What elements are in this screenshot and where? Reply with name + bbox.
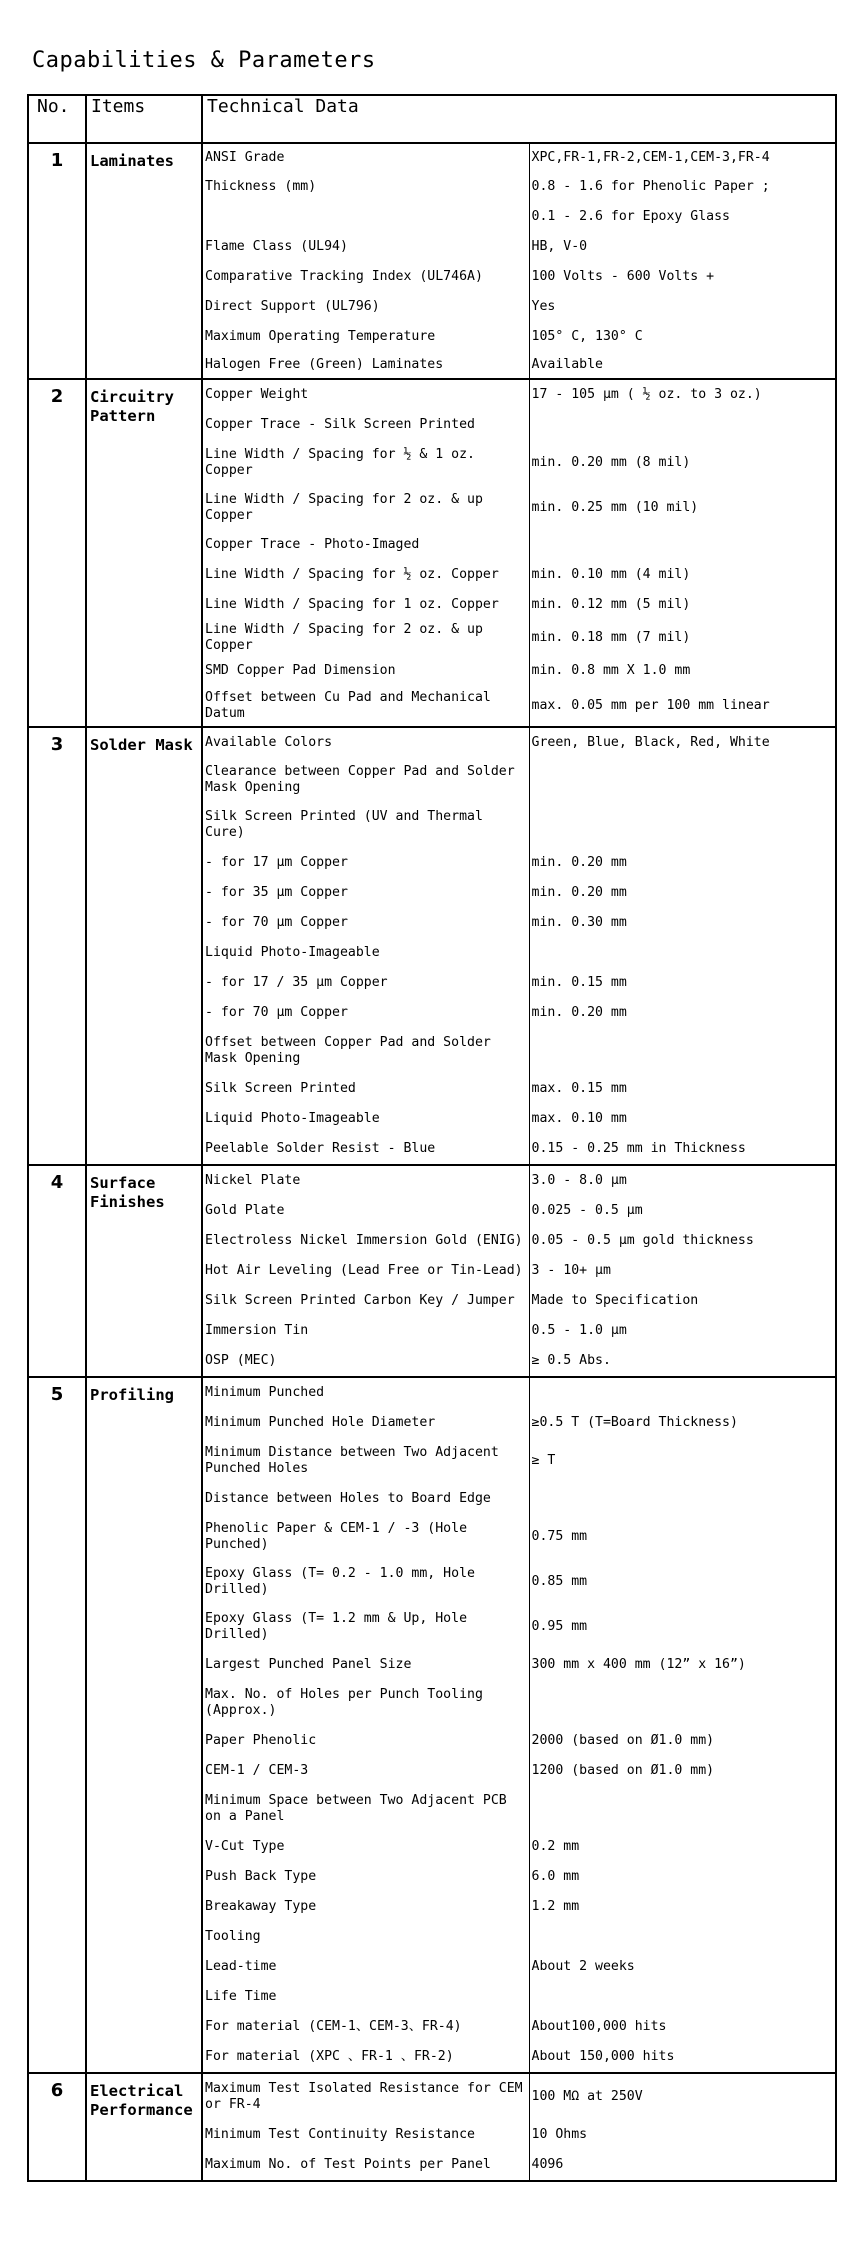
parameter-value: 3 - 10+ μm (531, 1262, 611, 1278)
parameter-row (203, 1560, 835, 1604)
parameter-value: 0.95 mm (531, 1618, 588, 1634)
parameter-row (203, 1226, 835, 1256)
parameter-row (203, 1726, 835, 1756)
header-items: Items (86, 95, 202, 143)
parameter-name: Line Width / Spacing for 2 oz. & up Copper (203, 620, 529, 656)
parameter-name: Copper Weight (203, 380, 529, 410)
section-row (28, 2073, 836, 2181)
parameter-row (203, 322, 835, 352)
parameter-name: Electroless Nickel Immersion Gold (ENIG) (203, 1226, 529, 1256)
parameter-value: 0.025 - 0.5 μm (531, 1202, 643, 1218)
parameter-name: Comparative Tracking Index (UL746A) (203, 262, 529, 292)
parameter-value: 0.2 mm (531, 1838, 580, 1854)
parameter-row (203, 486, 835, 530)
parameter-value (529, 1028, 835, 1074)
parameter-value: 2000 (based on Ø1.0 mm) (531, 1732, 715, 1748)
parameter-value: max. 0.15 mm (531, 1080, 627, 1096)
parameter-name: Tooling (203, 1922, 529, 1952)
parameter-value: XPC,FR-1,FR-2,CEM-1,CEM-3,FR-4 (531, 149, 770, 165)
parameter-value: 10 Ohms (531, 2126, 588, 2142)
parameter-row (203, 656, 835, 686)
parameter-row (203, 2012, 835, 2042)
technical-data-list (203, 380, 835, 726)
parameter-value: HB, V-0 (531, 238, 588, 254)
section-row (28, 143, 836, 379)
parameter-name: Life Time (203, 1982, 529, 2012)
section-item-name: Electrical Performance (86, 2073, 202, 2181)
technical-data-list (203, 144, 835, 378)
parameter-name: Maximum Test Isolated Resistance for CEM or FR-4 (203, 2074, 529, 2120)
parameter-name: Liquid Photo-Imageable (203, 938, 529, 968)
parameter-name: Line Width / Spacing for 2 oz. & up Copper (203, 486, 529, 530)
technical-data-cell (202, 1165, 836, 1377)
parameter-value (529, 1378, 835, 1408)
technical-data-list (203, 2074, 835, 2180)
parameter-value: min. 0.15 mm (531, 974, 627, 990)
parameter-row (203, 560, 835, 590)
parameter-name: Hot Air Leveling (Lead Free or Tin-Lead) (203, 1256, 529, 1286)
parameter-row (203, 144, 835, 172)
section-number: 3 (28, 727, 86, 1165)
parameter-row (203, 1892, 835, 1922)
section-item-name: Profiling (86, 1377, 202, 2073)
parameter-name: Halogen Free (Green) Laminates (203, 352, 529, 378)
parameter-value: 0.8 - 1.6 for Phenolic Paper ; (531, 178, 770, 194)
parameter-name: Minimum Space between Two Adjacent PCB on a Panel (203, 1786, 529, 1832)
parameter-row (203, 590, 835, 620)
parameter-value (529, 938, 835, 968)
parameter-row (203, 1286, 835, 1316)
section-item-name: Circuitry Pattern (86, 379, 202, 727)
table-header-row (28, 95, 836, 143)
parameter-value: max. 0.05 mm per 100 mm linear (531, 697, 770, 713)
section-item-name: Surface Finishes (86, 1165, 202, 1377)
parameter-value: Yes (531, 298, 556, 314)
parameter-row (203, 380, 835, 410)
parameter-value (529, 1484, 835, 1514)
parameter-name: Offset between Cu Pad and Mechanical Datum (203, 686, 529, 726)
parameter-name (203, 202, 529, 232)
technical-data-list (203, 1378, 835, 2072)
parameter-value (529, 1982, 835, 2012)
parameter-name: Distance between Holes to Board Edge (203, 1484, 529, 1514)
parameter-name: Max. No. of Holes per Punch Tooling (Approx.) (203, 1680, 529, 1726)
parameter-row (203, 686, 835, 726)
parameter-name: - for 17 μm Copper (203, 848, 529, 878)
parameter-name: Immersion Tin (203, 1316, 529, 1346)
parameter-name: For material (XPC 、FR-1 、FR-2) (203, 2042, 529, 2072)
parameter-value: min. 0.20 mm (531, 854, 627, 870)
parameter-row (203, 232, 835, 262)
parameter-row (203, 1104, 835, 1134)
section-number: 5 (28, 1377, 86, 2073)
parameter-name: Gold Plate (203, 1196, 529, 1226)
technical-data-cell (202, 1377, 836, 2073)
parameter-row (203, 1922, 835, 1952)
parameter-row (203, 172, 835, 202)
parameter-row (203, 1862, 835, 1892)
parameter-name: - for 70 μm Copper (203, 908, 529, 938)
parameter-value: 100 Volts - 600 Volts + (531, 268, 715, 284)
parameter-name: CEM-1 / CEM-3 (203, 1756, 529, 1786)
parameter-value: 100 MΩ at 250V (531, 2088, 643, 2104)
section-row (28, 1165, 836, 1377)
parameter-row (203, 440, 835, 486)
parameter-row (203, 848, 835, 878)
parameter-row (203, 968, 835, 998)
parameter-row (203, 2150, 835, 2180)
parameter-row (203, 1604, 835, 1650)
parameter-name: Nickel Plate (203, 1166, 529, 1196)
parameter-value (529, 1786, 835, 1832)
parameter-row (203, 1438, 835, 1484)
parameter-name: Maximum No. of Test Points per Panel (203, 2150, 529, 2180)
parameter-name: Lead-time (203, 1952, 529, 1982)
parameter-value: min. 0.25 mm (10 mil) (531, 499, 699, 515)
parameter-row (203, 1408, 835, 1438)
parameter-value: max. 0.10 mm (531, 1110, 627, 1126)
parameter-name: Minimum Test Continuity Resistance (203, 2120, 529, 2150)
parameter-name: Line Width / Spacing for ½ oz. Copper (203, 560, 529, 590)
technical-data-cell (202, 143, 836, 379)
section-item-name: Solder Mask (86, 727, 202, 1165)
parameter-value: 1200 (based on Ø1.0 mm) (531, 1762, 715, 1778)
parameter-row (203, 1832, 835, 1862)
parameter-value (529, 1680, 835, 1726)
parameter-row (203, 938, 835, 968)
parameter-row (203, 758, 835, 802)
parameter-row (203, 1952, 835, 1982)
parameter-value: min. 0.30 mm (531, 914, 627, 930)
parameter-name: Thickness (mm) (203, 172, 529, 202)
parameter-name: - for 35 μm Copper (203, 878, 529, 908)
parameter-name: Largest Punched Panel Size (203, 1650, 529, 1680)
section-row (28, 727, 836, 1165)
parameter-value: 0.15 - 0.25 mm in Thickness (531, 1140, 746, 1156)
parameter-name: V-Cut Type (203, 1832, 529, 1862)
parameter-row (203, 802, 835, 848)
parameter-row (203, 1378, 835, 1408)
parameter-name: Available Colors (203, 728, 529, 758)
parameter-value: ≥ T (531, 1452, 556, 1468)
parameter-name: Epoxy Glass (T= 1.2 mm & Up, Hole Drilled) (203, 1604, 529, 1650)
section-number: 4 (28, 1165, 86, 1377)
section-row (28, 1377, 836, 2073)
parameter-value (529, 410, 835, 440)
parameter-value: 300 mm x 400 mm (12” x 16”) (531, 1656, 746, 1672)
parameter-name: Minimum Punched Hole Diameter (203, 1408, 529, 1438)
parameter-row (203, 1196, 835, 1226)
parameter-row (203, 1786, 835, 1832)
parameter-name: Peelable Solder Resist - Blue (203, 1134, 529, 1164)
technical-data-list (203, 728, 835, 1164)
parameter-row (203, 1680, 835, 1726)
parameter-value: 3.0 - 8.0 μm (531, 1172, 627, 1188)
parameter-name: - for 17 / 35 μm Copper (203, 968, 529, 998)
parameter-row (203, 202, 835, 232)
parameter-name: Phenolic Paper & CEM-1 / -3 (Hole Punched) (203, 1514, 529, 1560)
parameter-row (203, 1484, 835, 1514)
parameter-value: 17 - 105 μm ( ½ oz. to 3 oz.) (531, 386, 762, 402)
parameter-value: 105° C, 130° C (531, 328, 643, 344)
parameter-name: Flame Class (UL94) (203, 232, 529, 262)
parameter-row (203, 2120, 835, 2150)
parameter-row (203, 262, 835, 292)
parameter-row (203, 2074, 835, 2120)
parameter-value: min. 0.10 mm (4 mil) (531, 566, 691, 582)
parameter-row (203, 908, 835, 938)
parameter-value (529, 1922, 835, 1952)
parameter-value (529, 758, 835, 802)
parameter-row (203, 1756, 835, 1786)
parameter-name: Paper Phenolic (203, 1726, 529, 1756)
parameter-value (529, 530, 835, 560)
parameter-value (529, 802, 835, 848)
parameter-row (203, 1346, 835, 1376)
parameter-name: Minimum Distance between Two Adjacent Punched Holes (203, 1438, 529, 1484)
parameter-row (203, 620, 835, 656)
parameter-value: Green, Blue, Black, Red, White (531, 734, 770, 750)
parameter-row (203, 530, 835, 560)
technical-data-list (203, 1166, 835, 1376)
technical-data-cell (202, 2073, 836, 2181)
parameter-value: 1.2 mm (531, 1898, 580, 1914)
section-number: 6 (28, 2073, 86, 2181)
parameter-name: Maximum Operating Temperature (203, 322, 529, 352)
parameter-name: Liquid Photo-Imageable (203, 1104, 529, 1134)
parameter-name: ANSI Grade (203, 144, 529, 172)
parameter-row (203, 1514, 835, 1560)
parameter-value: min. 0.20 mm (531, 1004, 627, 1020)
parameter-value: min. 0.12 mm (5 mil) (531, 596, 691, 612)
parameter-row (203, 292, 835, 322)
parameter-name: Copper Trace - Silk Screen Printed (203, 410, 529, 440)
parameter-row (203, 1650, 835, 1680)
parameter-name: Silk Screen Printed (UV and Thermal Cure) (203, 802, 529, 848)
parameter-name: Breakaway Type (203, 1892, 529, 1922)
header-no: No. (28, 95, 86, 143)
parameter-row (203, 998, 835, 1028)
parameter-row (203, 1256, 835, 1286)
parameter-name: SMD Copper Pad Dimension (203, 656, 529, 686)
parameter-row (203, 2042, 835, 2072)
parameter-value: min. 0.20 mm (8 mil) (531, 454, 691, 470)
parameter-value: ≥ 0.5 Abs. (531, 1352, 611, 1368)
parameter-value: Made to Specification (531, 1292, 699, 1308)
section-row (28, 379, 836, 727)
parameter-value: 6.0 mm (531, 1868, 580, 1884)
parameter-value: 0.1 - 2.6 for Epoxy Glass (531, 208, 730, 224)
parameter-value: About 2 weeks (531, 1958, 635, 1974)
parameter-row (203, 1316, 835, 1346)
parameter-name: Offset between Copper Pad and Solder Mask Opening (203, 1028, 529, 1074)
parameter-value: About100,000 hits (531, 2018, 667, 2034)
parameter-name: Line Width / Spacing for ½ & 1 oz. Copper (203, 440, 529, 486)
parameter-name: Silk Screen Printed Carbon Key / Jumper (203, 1286, 529, 1316)
parameter-name: Clearance between Copper Pad and Solder Mask Opening (203, 758, 529, 802)
section-number: 2 (28, 379, 86, 727)
parameter-name: For material (CEM-1、CEM-3、FR-4) (203, 2012, 529, 2042)
parameter-value: About 150,000 hits (531, 2048, 675, 2064)
parameter-row (203, 1982, 835, 2012)
parameter-row (203, 1028, 835, 1074)
parameter-value: 4096 (531, 2156, 564, 2172)
parameter-row (203, 410, 835, 440)
parameter-row (203, 352, 835, 378)
section-number: 1 (28, 143, 86, 379)
parameter-name: Copper Trace - Photo-Imaged (203, 530, 529, 560)
parameter-row (203, 1074, 835, 1104)
parameter-value: min. 0.20 mm (531, 884, 627, 900)
section-item-name: Laminates (86, 143, 202, 379)
capabilities-table (27, 94, 837, 2182)
parameter-name: Push Back Type (203, 1862, 529, 1892)
parameter-name: - for 70 μm Copper (203, 998, 529, 1028)
parameter-value: ≥0.5 T (T=Board Thickness) (531, 1414, 738, 1430)
parameter-value: min. 0.18 mm (7 mil) (531, 629, 691, 645)
parameter-row (203, 1134, 835, 1164)
parameter-name: OSP (MEC) (203, 1346, 529, 1376)
parameter-row (203, 728, 835, 758)
technical-data-cell (202, 727, 836, 1165)
parameter-value: Available (531, 356, 603, 372)
parameter-name: Line Width / Spacing for 1 oz. Copper (203, 590, 529, 620)
parameter-value: 0.85 mm (531, 1573, 588, 1589)
parameter-value: 0.05 - 0.5 μm gold thickness (531, 1232, 754, 1248)
technical-data-cell (202, 379, 836, 727)
parameter-name: Silk Screen Printed (203, 1074, 529, 1104)
parameter-value: 0.75 mm (531, 1528, 588, 1544)
parameter-name: Epoxy Glass (T= 0.2 - 1.0 mm, Hole Drilled) (203, 1560, 529, 1604)
page-title: Capabilities & Parameters (32, 48, 376, 73)
parameter-value: 0.5 - 1.0 μm (531, 1322, 627, 1338)
header-technical-data: Technical Data (202, 95, 836, 143)
parameter-row (203, 1166, 835, 1196)
parameter-value: min. 0.8 mm X 1.0 mm (531, 662, 691, 678)
parameter-name: Minimum Punched (203, 1378, 529, 1408)
parameter-row (203, 878, 835, 908)
parameter-name: Direct Support (UL796) (203, 292, 529, 322)
